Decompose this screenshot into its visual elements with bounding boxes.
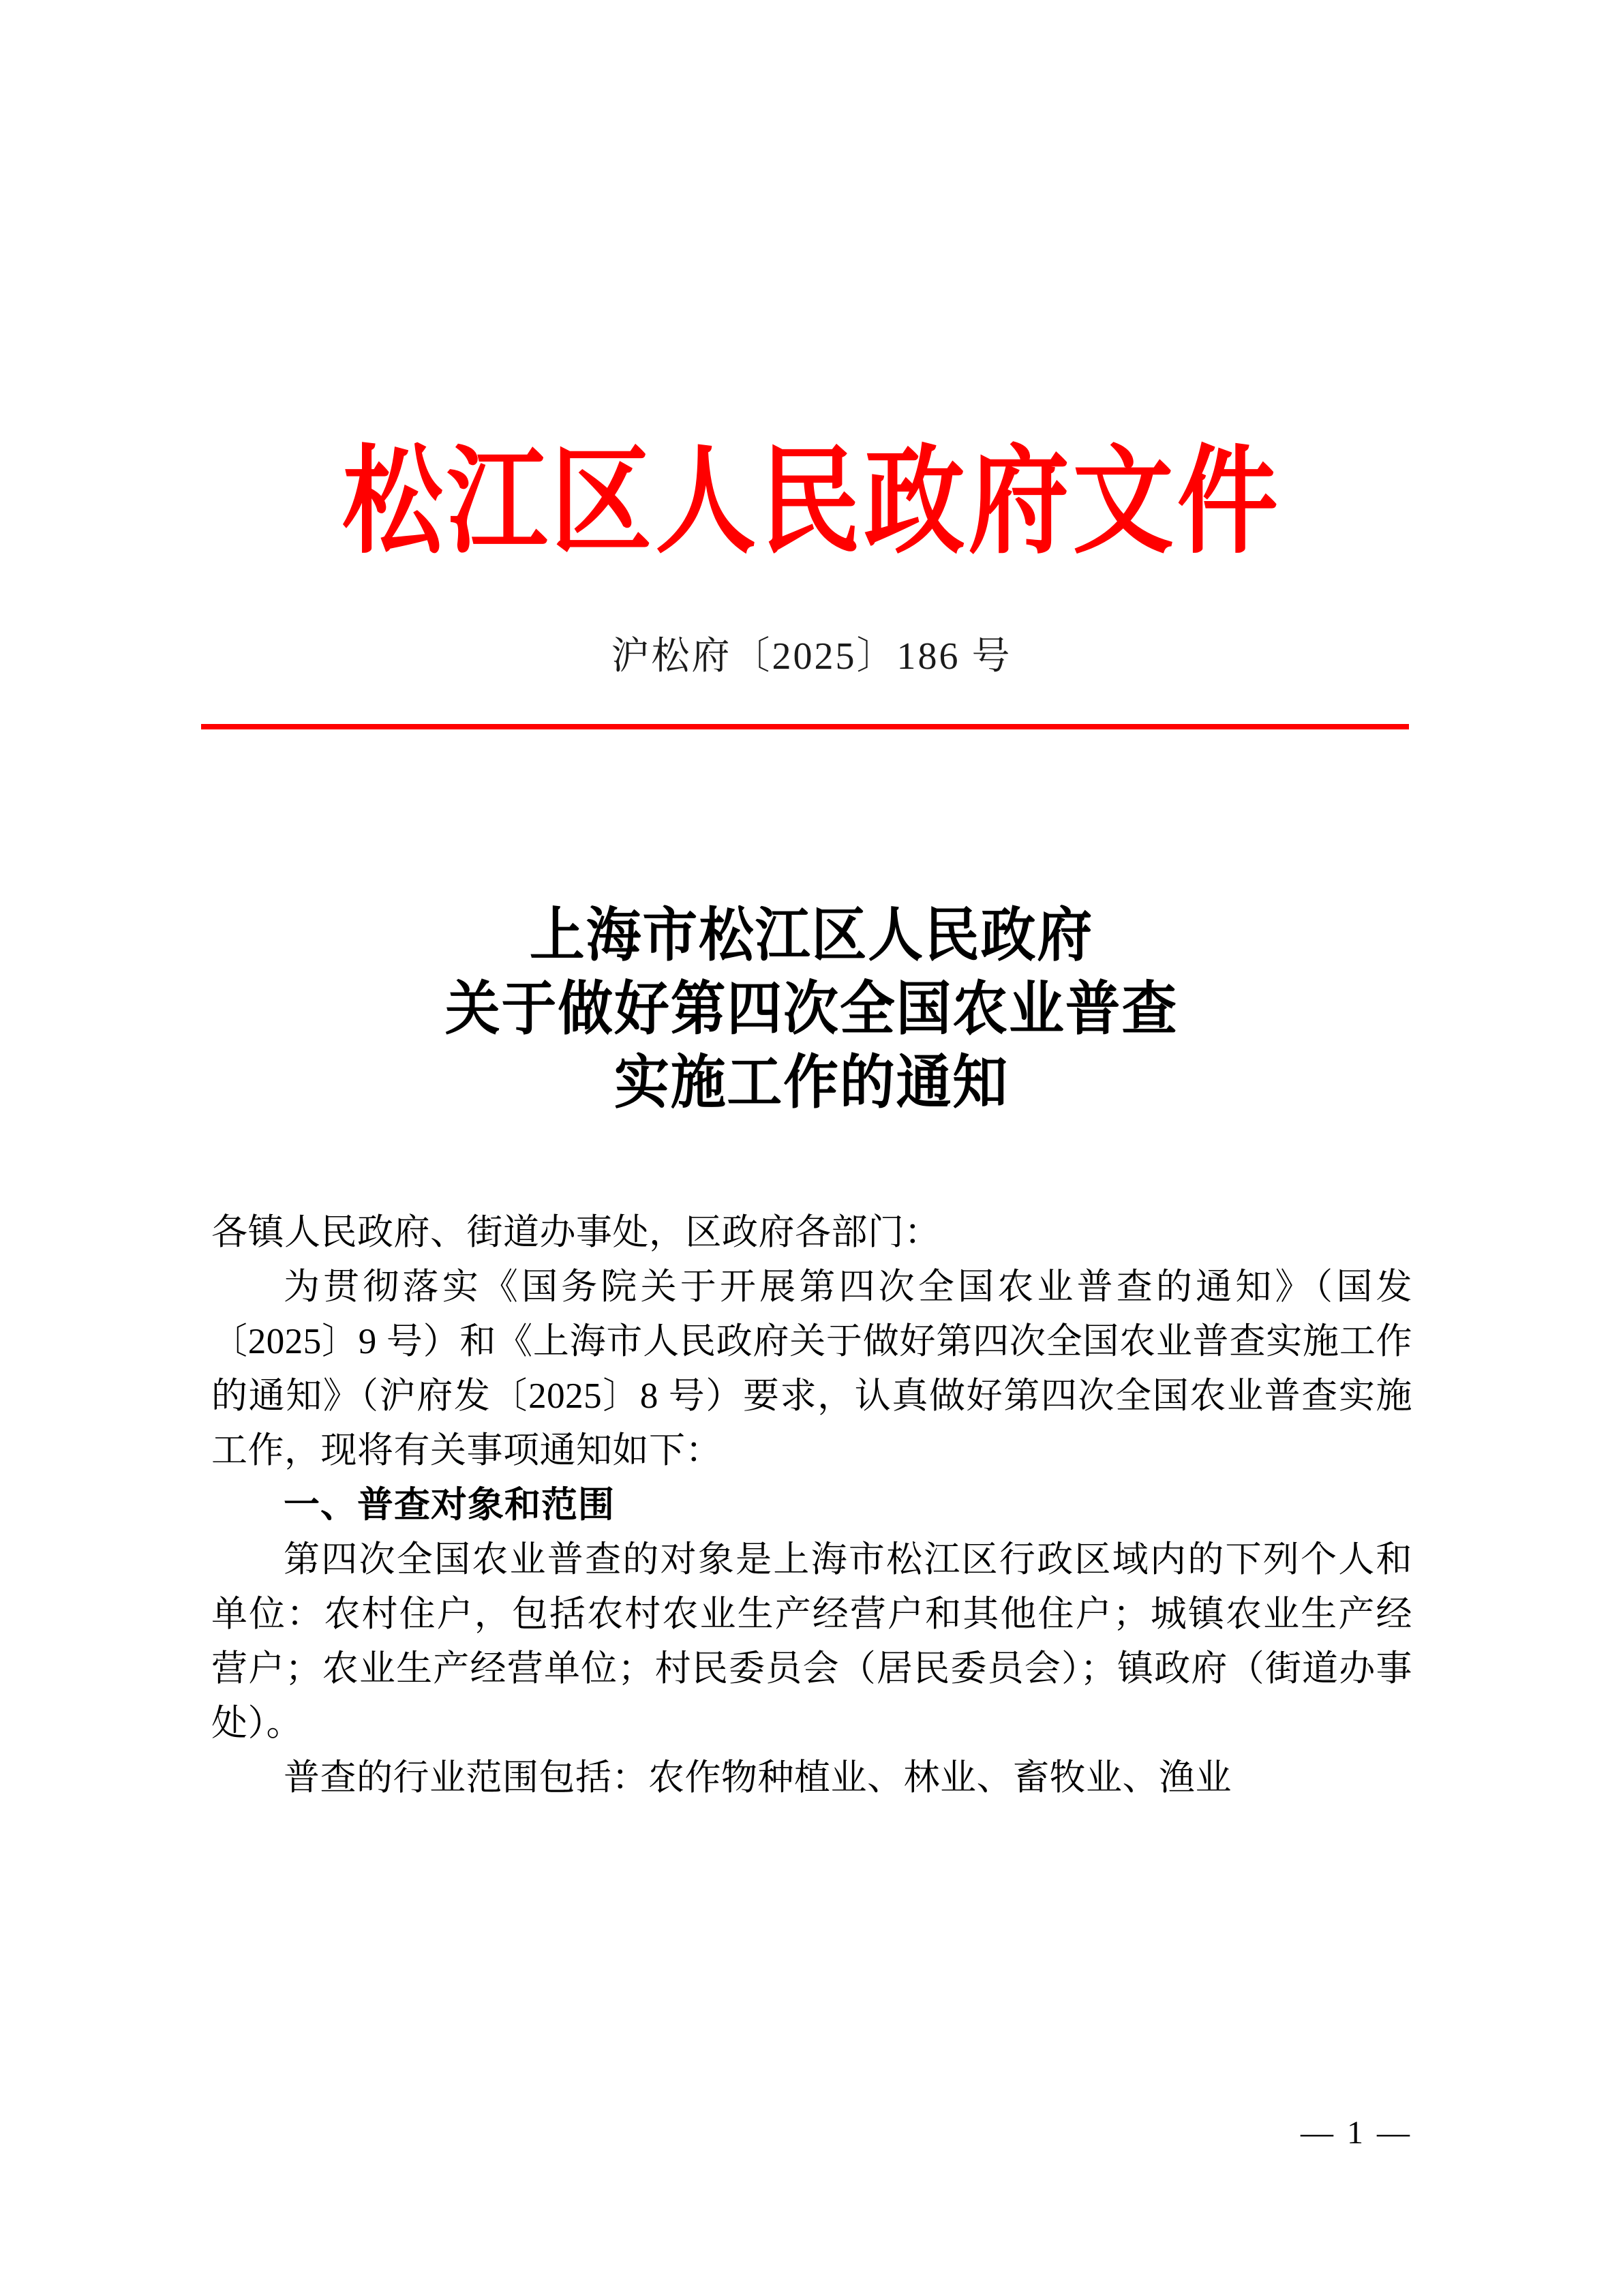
paragraph-survey-subjects: 第四次全国农业普查的对象是上海市松江区行政区域内的下列个人和单位：农村住户，包括农村农业生产经营户和其他住户；城镇农业生产经营户；农业生产经营单位；村民委员会（居民委员会）；镇政府（街道办事处）。 bbox=[211, 1540, 1412, 1743]
document-title-line-2: 关于做好第四次全国农业普查 bbox=[444, 976, 1179, 1042]
salutation: 各镇人民政府、街道办事处，区政府各部门： bbox=[211, 1213, 941, 1252]
document-title-line-1: 上海市松江区人民政府 bbox=[529, 903, 1094, 968]
masthead bbox=[0, 438, 1623, 568]
document-body bbox=[211, 1205, 1412, 1805]
red-divider-rule bbox=[201, 724, 1409, 729]
document-number: 沪松府〔2025〕186 号 bbox=[611, 635, 1012, 678]
page-number: — 1 — bbox=[1301, 2115, 1412, 2151]
document-title-line-3: 实施工作的通知 bbox=[613, 1050, 1010, 1115]
masthead-title: 松江区人民政府文件 bbox=[342, 438, 1281, 568]
paragraph-industry-scope: 普查的行业范围包括：农作物种植业、林业、畜牧业、渔业 bbox=[284, 1758, 1232, 1798]
paragraph-purpose: 为贯彻落实《国务院关于开展第四次全国农业普查的通知》（国发〔2025〕9 号）和《上海市人民政府关于做好第四次全国农业普查实施工作的通知》（沪府发〔2025〕8 号）要求，认真做好第四次全国农业普查实施工作，现将有关事项通知如下： bbox=[211, 1267, 1412, 1470]
document-title bbox=[0, 898, 1623, 1119]
section-heading-scope: 一、普查对象和范围 bbox=[284, 1485, 615, 1525]
